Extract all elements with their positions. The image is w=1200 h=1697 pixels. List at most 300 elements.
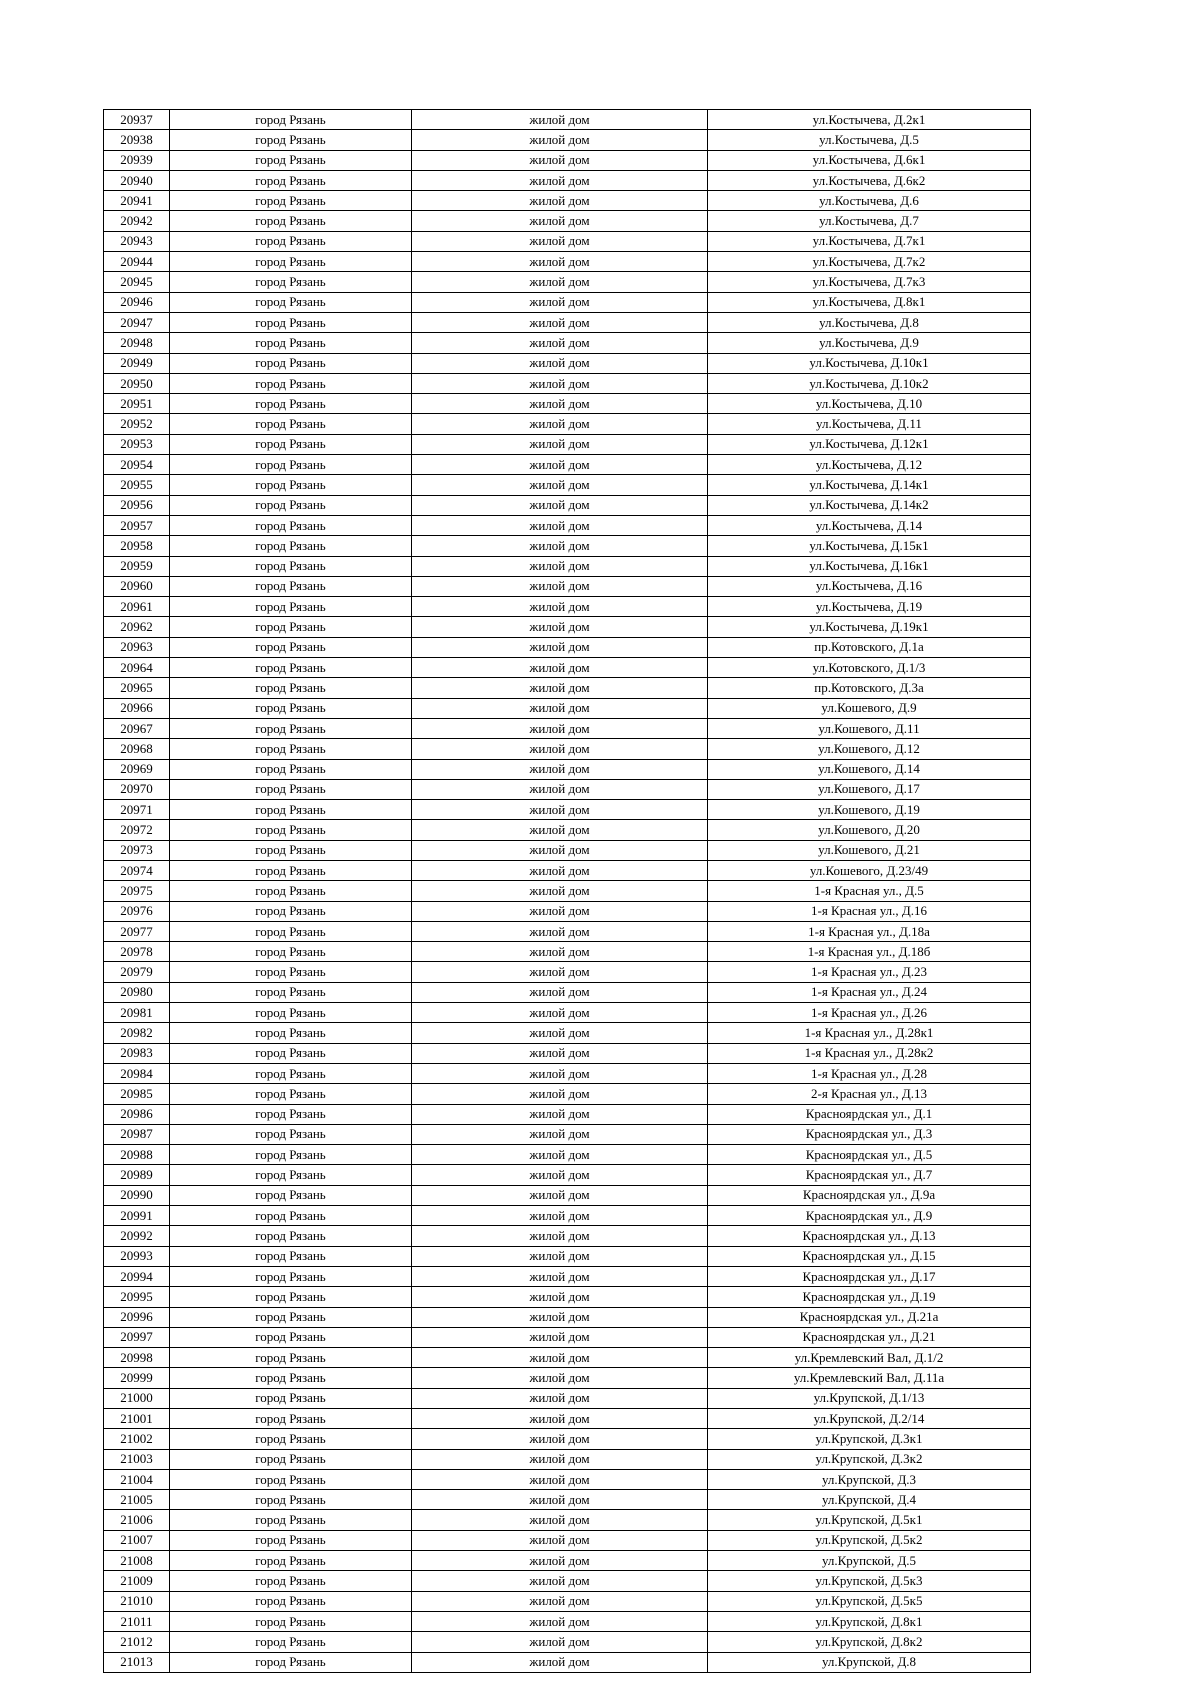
building-type-cell: жилой дом xyxy=(412,1571,708,1591)
table-row xyxy=(104,1185,1031,1205)
city-cell: город Рязань xyxy=(170,1023,412,1043)
table-row xyxy=(104,394,1031,414)
table-row xyxy=(104,272,1031,292)
address-cell: ул.Котовского, Д.1/3 xyxy=(708,658,1031,678)
row-number-cell: 20991 xyxy=(104,1206,170,1226)
building-type-cell: жилой дом xyxy=(412,110,708,130)
building-type-cell: жилой дом xyxy=(412,515,708,535)
city-cell: город Рязань xyxy=(170,1530,412,1550)
table-row xyxy=(104,779,1031,799)
table-row xyxy=(104,840,1031,860)
address-cell: ул.Кошевого, Д.20 xyxy=(708,820,1031,840)
city-cell: город Рязань xyxy=(170,1165,412,1185)
table-row xyxy=(104,110,1031,130)
building-type-cell: жилой дом xyxy=(412,191,708,211)
row-number-cell: 20980 xyxy=(104,982,170,1002)
address-cell: ул.Костычева, Д.16 xyxy=(708,576,1031,596)
building-type-cell: жилой дом xyxy=(412,1206,708,1226)
building-type-cell: жилой дом xyxy=(412,353,708,373)
address-cell: 1-я Красная ул., Д.16 xyxy=(708,901,1031,921)
building-type-cell: жилой дом xyxy=(412,211,708,231)
row-number-cell: 20990 xyxy=(104,1185,170,1205)
city-cell: город Рязань xyxy=(170,1490,412,1510)
row-number-cell: 20983 xyxy=(104,1043,170,1063)
table-row xyxy=(104,1571,1031,1591)
city-cell: город Рязань xyxy=(170,718,412,738)
address-cell: ул.Костычева, Д.6 xyxy=(708,191,1031,211)
table-row xyxy=(104,901,1031,921)
table-row xyxy=(104,658,1031,678)
building-type-cell: жилой дом xyxy=(412,231,708,251)
address-cell: ул.Костычева, Д.19к1 xyxy=(708,617,1031,637)
address-cell: ул.Крупской, Д.3к2 xyxy=(708,1449,1031,1469)
table-row xyxy=(104,1084,1031,1104)
city-cell: город Рязань xyxy=(170,1063,412,1083)
row-number-cell: 20966 xyxy=(104,698,170,718)
city-cell: город Рязань xyxy=(170,1327,412,1347)
building-type-cell: жилой дом xyxy=(412,414,708,434)
city-cell: город Рязань xyxy=(170,637,412,657)
city-cell: город Рязань xyxy=(170,1368,412,1388)
table-row xyxy=(104,373,1031,393)
table-row xyxy=(104,414,1031,434)
address-cell: ул.Крупской, Д.8к2 xyxy=(708,1632,1031,1652)
building-type-cell: жилой дом xyxy=(412,1084,708,1104)
building-type-cell: жилой дом xyxy=(412,800,708,820)
address-cell: ул.Костычева, Д.14к1 xyxy=(708,475,1031,495)
building-type-cell: жилой дом xyxy=(412,170,708,190)
building-type-cell: жилой дом xyxy=(412,536,708,556)
address-cell: 1-я Красная ул., Д.26 xyxy=(708,1003,1031,1023)
city-cell: город Рязань xyxy=(170,678,412,698)
address-cell: Красноярдская ул., Д.9а xyxy=(708,1185,1031,1205)
registry-body xyxy=(104,110,1031,1673)
table-row xyxy=(104,1449,1031,1469)
row-number-cell: 20971 xyxy=(104,800,170,820)
address-cell: ул.Костычева, Д.7к1 xyxy=(708,231,1031,251)
city-cell: город Рязань xyxy=(170,1307,412,1327)
address-cell: ул.Крупской, Д.2/14 xyxy=(708,1409,1031,1429)
row-number-cell: 20977 xyxy=(104,921,170,941)
city-cell: город Рязань xyxy=(170,1571,412,1591)
city-cell: город Рязань xyxy=(170,495,412,515)
row-number-cell: 20974 xyxy=(104,860,170,880)
row-number-cell: 20937 xyxy=(104,110,170,130)
row-number-cell: 20987 xyxy=(104,1124,170,1144)
table-row xyxy=(104,170,1031,190)
city-cell: город Рязань xyxy=(170,515,412,535)
row-number-cell: 20998 xyxy=(104,1348,170,1368)
table-row xyxy=(104,921,1031,941)
table-row xyxy=(104,820,1031,840)
address-cell: ул.Костычева, Д.7к2 xyxy=(708,252,1031,272)
city-cell: город Рязань xyxy=(170,1449,412,1469)
building-type-cell: жилой дом xyxy=(412,921,708,941)
row-number-cell: 20948 xyxy=(104,333,170,353)
row-number-cell: 20988 xyxy=(104,1145,170,1165)
building-type-cell: жилой дом xyxy=(412,759,708,779)
building-type-cell: жилой дом xyxy=(412,658,708,678)
address-cell: ул.Кошевого, Д.9 xyxy=(708,698,1031,718)
table-row xyxy=(104,292,1031,312)
table-row xyxy=(104,860,1031,880)
table-row xyxy=(104,1409,1031,1429)
row-number-cell: 20975 xyxy=(104,881,170,901)
building-type-cell: жилой дом xyxy=(412,434,708,454)
city-cell: город Рязань xyxy=(170,252,412,272)
row-number-cell: 21005 xyxy=(104,1490,170,1510)
address-cell: 1-я Красная ул., Д.18а xyxy=(708,921,1031,941)
table-row xyxy=(104,1388,1031,1408)
address-cell: ул.Крупской, Д.5к1 xyxy=(708,1510,1031,1530)
building-type-cell: жилой дом xyxy=(412,1043,708,1063)
table-row xyxy=(104,1206,1031,1226)
building-type-cell: жилой дом xyxy=(412,860,708,880)
table-row xyxy=(104,1469,1031,1489)
address-cell: ул.Костычева, Д.10к1 xyxy=(708,353,1031,373)
building-type-cell: жилой дом xyxy=(412,130,708,150)
table-row xyxy=(104,1287,1031,1307)
building-type-cell: жилой дом xyxy=(412,1185,708,1205)
building-type-cell: жилой дом xyxy=(412,1591,708,1611)
table-row xyxy=(104,1165,1031,1185)
building-type-cell: жилой дом xyxy=(412,617,708,637)
city-cell: город Рязань xyxy=(170,536,412,556)
table-row xyxy=(104,1611,1031,1631)
row-number-cell: 21002 xyxy=(104,1429,170,1449)
building-type-cell: жилой дом xyxy=(412,698,708,718)
table-row xyxy=(104,211,1031,231)
table-row xyxy=(104,1104,1031,1124)
building-type-cell: жилой дом xyxy=(412,1652,708,1672)
row-number-cell: 21008 xyxy=(104,1551,170,1571)
address-cell: ул.Крупской, Д.3к1 xyxy=(708,1429,1031,1449)
address-cell: 1-я Красная ул., Д.23 xyxy=(708,962,1031,982)
row-number-cell: 20994 xyxy=(104,1266,170,1286)
address-cell: Красноярдская ул., Д.13 xyxy=(708,1226,1031,1246)
row-number-cell: 20949 xyxy=(104,353,170,373)
address-cell: ул.Костычева, Д.9 xyxy=(708,333,1031,353)
table-row xyxy=(104,942,1031,962)
city-cell: город Рязань xyxy=(170,394,412,414)
city-cell: город Рязань xyxy=(170,1084,412,1104)
address-cell: ул.Крупской, Д.5к5 xyxy=(708,1591,1031,1611)
row-number-cell: 21011 xyxy=(104,1611,170,1631)
building-type-cell: жилой дом xyxy=(412,1469,708,1489)
building-type-cell: жилой дом xyxy=(412,1409,708,1429)
building-type-cell: жилой дом xyxy=(412,1246,708,1266)
address-cell: ул.Кремлевский Вал, Д.11а xyxy=(708,1368,1031,1388)
address-cell: ул.Костычева, Д.8 xyxy=(708,312,1031,332)
city-cell: город Рязань xyxy=(170,962,412,982)
building-type-cell: жилой дом xyxy=(412,1449,708,1469)
table-row xyxy=(104,495,1031,515)
building-type-cell: жилой дом xyxy=(412,576,708,596)
table-row xyxy=(104,1551,1031,1571)
table-row xyxy=(104,1063,1031,1083)
row-number-cell: 20989 xyxy=(104,1165,170,1185)
address-cell: 1-я Красная ул., Д.28к1 xyxy=(708,1023,1031,1043)
address-cell: ул.Костычева, Д.7к3 xyxy=(708,272,1031,292)
table-row xyxy=(104,1632,1031,1652)
table-row xyxy=(104,1530,1031,1550)
city-cell: город Рязань xyxy=(170,1145,412,1165)
address-cell: пр.Котовского, Д.3а xyxy=(708,678,1031,698)
row-number-cell: 20968 xyxy=(104,739,170,759)
table-row xyxy=(104,556,1031,576)
address-cell: ул.Костычева, Д.15к1 xyxy=(708,536,1031,556)
row-number-cell: 20951 xyxy=(104,394,170,414)
table-row xyxy=(104,1368,1031,1388)
table-row xyxy=(104,231,1031,251)
table-row xyxy=(104,1652,1031,1672)
address-cell: 1-я Красная ул., Д.28к2 xyxy=(708,1043,1031,1063)
table-row xyxy=(104,759,1031,779)
city-cell: город Рязань xyxy=(170,333,412,353)
row-number-cell: 21012 xyxy=(104,1632,170,1652)
row-number-cell: 20984 xyxy=(104,1063,170,1083)
table-row xyxy=(104,1429,1031,1449)
table-row xyxy=(104,252,1031,272)
city-cell: город Рязань xyxy=(170,698,412,718)
city-cell: город Рязань xyxy=(170,170,412,190)
address-cell: ул.Кошевого, Д.11 xyxy=(708,718,1031,738)
city-cell: город Рязань xyxy=(170,475,412,495)
building-type-cell: жилой дом xyxy=(412,312,708,332)
city-cell: город Рязань xyxy=(170,840,412,860)
row-number-cell: 20943 xyxy=(104,231,170,251)
city-cell: город Рязань xyxy=(170,901,412,921)
building-type-cell: жилой дом xyxy=(412,1003,708,1023)
building-type-cell: жилой дом xyxy=(412,1348,708,1368)
building-type-cell: жилой дом xyxy=(412,739,708,759)
address-cell: Красноярдская ул., Д.3 xyxy=(708,1124,1031,1144)
city-cell: город Рязань xyxy=(170,800,412,820)
address-cell: Красноярдская ул., Д.17 xyxy=(708,1266,1031,1286)
city-cell: город Рязань xyxy=(170,820,412,840)
table-row xyxy=(104,1327,1031,1347)
address-cell: ул.Костычева, Д.16к1 xyxy=(708,556,1031,576)
table-row xyxy=(104,678,1031,698)
city-cell: город Рязань xyxy=(170,1226,412,1246)
address-cell: ул.Костычева, Д.7 xyxy=(708,211,1031,231)
row-number-cell: 20970 xyxy=(104,779,170,799)
building-type-cell: жилой дом xyxy=(412,1063,708,1083)
table-row xyxy=(104,130,1031,150)
address-cell: Красноярдская ул., Д.21а xyxy=(708,1307,1031,1327)
city-cell: город Рязань xyxy=(170,1348,412,1368)
row-number-cell: 20947 xyxy=(104,312,170,332)
address-cell: ул.Костычева, Д.10к2 xyxy=(708,373,1031,393)
table-row xyxy=(104,1124,1031,1144)
building-type-cell: жилой дом xyxy=(412,1368,708,1388)
address-cell: ул.Костычева, Д.14 xyxy=(708,515,1031,535)
row-number-cell: 20952 xyxy=(104,414,170,434)
building-type-cell: жилой дом xyxy=(412,820,708,840)
building-type-cell: жилой дом xyxy=(412,475,708,495)
table-row xyxy=(104,718,1031,738)
row-number-cell: 21004 xyxy=(104,1469,170,1489)
city-cell: город Рязань xyxy=(170,1652,412,1672)
city-cell: город Рязань xyxy=(170,617,412,637)
address-cell: 1-я Красная ул., Д.18б xyxy=(708,942,1031,962)
building-type-cell: жилой дом xyxy=(412,333,708,353)
row-number-cell: 20956 xyxy=(104,495,170,515)
address-cell: ул.Костычева, Д.8к1 xyxy=(708,292,1031,312)
table-row xyxy=(104,1043,1031,1063)
address-cell: ул.Костычева, Д.19 xyxy=(708,597,1031,617)
city-cell: город Рязань xyxy=(170,576,412,596)
address-cell: Красноярдская ул., Д.21 xyxy=(708,1327,1031,1347)
city-cell: город Рязань xyxy=(170,150,412,170)
row-number-cell: 20946 xyxy=(104,292,170,312)
address-cell: ул.Костычева, Д.6к1 xyxy=(708,150,1031,170)
address-cell: Красноярдская ул., Д.5 xyxy=(708,1145,1031,1165)
building-type-cell: жилой дом xyxy=(412,1611,708,1631)
row-number-cell: 20950 xyxy=(104,373,170,393)
address-cell: ул.Костычева, Д.12к1 xyxy=(708,434,1031,454)
row-number-cell: 20999 xyxy=(104,1368,170,1388)
city-cell: город Рязань xyxy=(170,1104,412,1124)
table-row xyxy=(104,1003,1031,1023)
row-number-cell: 20964 xyxy=(104,658,170,678)
building-type-cell: жилой дом xyxy=(412,1266,708,1286)
row-number-cell: 21010 xyxy=(104,1591,170,1611)
city-cell: город Рязань xyxy=(170,739,412,759)
table-row xyxy=(104,353,1031,373)
building-type-cell: жилой дом xyxy=(412,637,708,657)
address-cell: Красноярдская ул., Д.1 xyxy=(708,1104,1031,1124)
row-number-cell: 20961 xyxy=(104,597,170,617)
city-cell: город Рязань xyxy=(170,556,412,576)
building-type-cell: жилой дом xyxy=(412,1388,708,1408)
city-cell: город Рязань xyxy=(170,860,412,880)
address-cell: Красноярдская ул., Д.7 xyxy=(708,1165,1031,1185)
building-type-cell: жилой дом xyxy=(412,1429,708,1449)
address-cell: ул.Костычева, Д.2к1 xyxy=(708,110,1031,130)
row-number-cell: 21009 xyxy=(104,1571,170,1591)
city-cell: город Рязань xyxy=(170,759,412,779)
building-type-cell: жилой дом xyxy=(412,556,708,576)
row-number-cell: 20955 xyxy=(104,475,170,495)
table-row xyxy=(104,191,1031,211)
row-number-cell: 20958 xyxy=(104,536,170,556)
row-number-cell: 21006 xyxy=(104,1510,170,1530)
city-cell: город Рязань xyxy=(170,292,412,312)
building-type-cell: жилой дом xyxy=(412,901,708,921)
table-row xyxy=(104,312,1031,332)
building-type-cell: жилой дом xyxy=(412,1510,708,1530)
address-cell: ул.Костычева, Д.12 xyxy=(708,455,1031,475)
table-row xyxy=(104,1246,1031,1266)
row-number-cell: 20941 xyxy=(104,191,170,211)
table-row xyxy=(104,475,1031,495)
city-cell: город Рязань xyxy=(170,1632,412,1652)
city-cell: город Рязань xyxy=(170,110,412,130)
table-row xyxy=(104,698,1031,718)
table-row xyxy=(104,1510,1031,1530)
table-row xyxy=(104,1145,1031,1165)
building-type-cell: жилой дом xyxy=(412,942,708,962)
row-number-cell: 20973 xyxy=(104,840,170,860)
row-number-cell: 20979 xyxy=(104,962,170,982)
address-cell: ул.Кошевого, Д.21 xyxy=(708,840,1031,860)
address-cell: Красноярдская ул., Д.19 xyxy=(708,1287,1031,1307)
building-type-cell: жилой дом xyxy=(412,1287,708,1307)
city-cell: город Рязань xyxy=(170,272,412,292)
city-cell: город Рязань xyxy=(170,1388,412,1408)
building-type-cell: жилой дом xyxy=(412,678,708,698)
table-row xyxy=(104,515,1031,535)
city-cell: город Рязань xyxy=(170,982,412,1002)
table-row xyxy=(104,1490,1031,1510)
row-number-cell: 20967 xyxy=(104,718,170,738)
table-row xyxy=(104,1348,1031,1368)
table-row xyxy=(104,1266,1031,1286)
row-number-cell: 20954 xyxy=(104,455,170,475)
building-type-cell: жилой дом xyxy=(412,1165,708,1185)
building-type-cell: жилой дом xyxy=(412,1551,708,1571)
row-number-cell: 21001 xyxy=(104,1409,170,1429)
address-cell: ул.Крупской, Д.3 xyxy=(708,1469,1031,1489)
row-number-cell: 20940 xyxy=(104,170,170,190)
city-cell: город Рязань xyxy=(170,1510,412,1530)
row-number-cell: 20978 xyxy=(104,942,170,962)
address-cell: 1-я Красная ул., Д.24 xyxy=(708,982,1031,1002)
city-cell: город Рязань xyxy=(170,1551,412,1571)
address-cell: ул.Крупской, Д.5к2 xyxy=(708,1530,1031,1550)
table-row xyxy=(104,800,1031,820)
row-number-cell: 20976 xyxy=(104,901,170,921)
address-cell: Красноярдская ул., Д.9 xyxy=(708,1206,1031,1226)
address-cell: ул.Кремлевский Вал, Д.1/2 xyxy=(708,1348,1031,1368)
city-cell: город Рязань xyxy=(170,881,412,901)
building-type-cell: жилой дом xyxy=(412,495,708,515)
address-cell: ул.Крупской, Д.8 xyxy=(708,1652,1031,1672)
city-cell: город Рязань xyxy=(170,1124,412,1144)
building-type-cell: жилой дом xyxy=(412,394,708,414)
address-cell: ул.Кошевого, Д.23/49 xyxy=(708,860,1031,880)
building-type-cell: жилой дом xyxy=(412,779,708,799)
city-cell: город Рязань xyxy=(170,921,412,941)
city-cell: город Рязань xyxy=(170,211,412,231)
row-number-cell: 20985 xyxy=(104,1084,170,1104)
table-row xyxy=(104,617,1031,637)
row-number-cell: 20996 xyxy=(104,1307,170,1327)
table-row xyxy=(104,982,1031,1002)
building-type-cell: жилой дом xyxy=(412,1124,708,1144)
address-cell: ул.Костычева, Д.10 xyxy=(708,394,1031,414)
building-type-cell: жилой дом xyxy=(412,1226,708,1246)
city-cell: город Рязань xyxy=(170,191,412,211)
address-cell: пр.Котовского, Д.1а xyxy=(708,637,1031,657)
row-number-cell: 21013 xyxy=(104,1652,170,1672)
building-type-cell: жилой дом xyxy=(412,150,708,170)
building-type-cell: жилой дом xyxy=(412,252,708,272)
row-number-cell: 20944 xyxy=(104,252,170,272)
address-registry-table xyxy=(103,109,1031,1673)
row-number-cell: 20981 xyxy=(104,1003,170,1023)
row-number-cell: 20960 xyxy=(104,576,170,596)
city-cell: город Рязань xyxy=(170,1611,412,1631)
building-type-cell: жилой дом xyxy=(412,840,708,860)
city-cell: город Рязань xyxy=(170,1287,412,1307)
building-type-cell: жилой дом xyxy=(412,718,708,738)
city-cell: город Рязань xyxy=(170,1043,412,1063)
city-cell: город Рязань xyxy=(170,373,412,393)
city-cell: город Рязань xyxy=(170,1003,412,1023)
address-cell: ул.Кошевого, Д.14 xyxy=(708,759,1031,779)
